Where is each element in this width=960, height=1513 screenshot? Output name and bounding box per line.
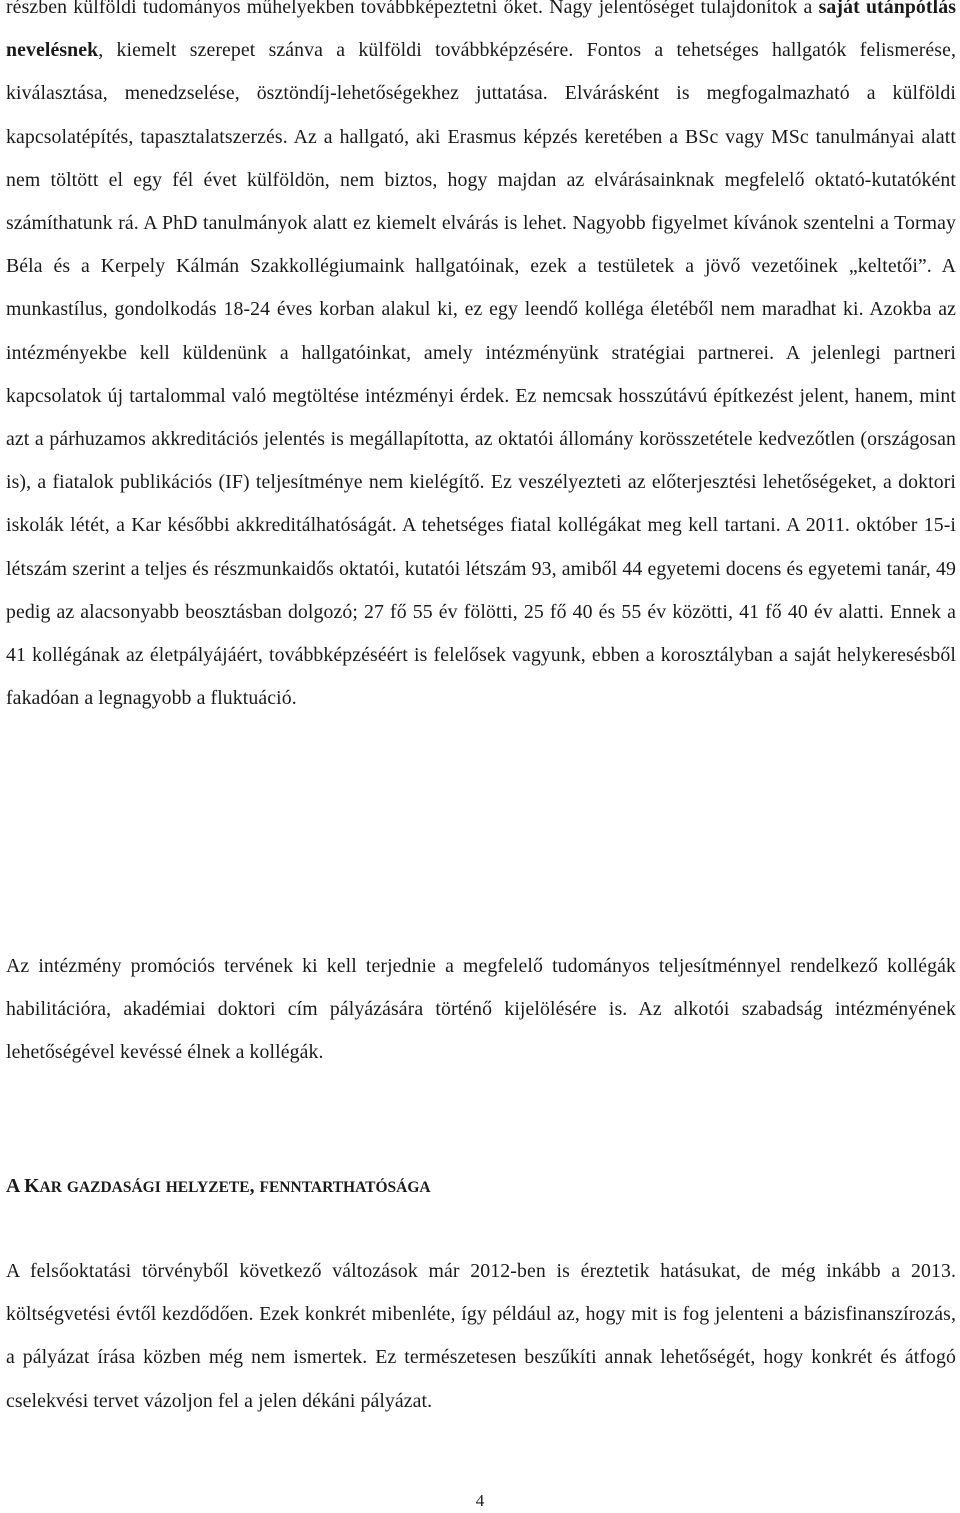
section-heading	[6, 1172, 431, 1202]
heading-smallcaps: GAZDASÁGI	[66, 1179, 161, 1196]
heading-cap: A	[6, 1175, 20, 1197]
paragraph-text: , kiemelt szerepet szánva a külföldi továbbképzésére. Fontos a tehetséges hallgatók felismerése, kiválasztása, menedzselése, ösztöndíj-lehetőségekhez juttatása. Elvárásként is megfogalmazható a külföldi kapcsolatépítés, tapasztalatszerzés. Az a hallgató, aki Erasmus képzés keretében a BSc vagy MSc tanulmányai alatt nem töltött el egy fél évet külföldön, nem biztos, hogy majdan az elvárásainknak megfelelő oktató-kutatóként számíthatunk rá. A PhD tanulmányok alatt ez kiemelt elvárás is lehet. Nagyobb figyelmet kívánok szentelni a Tormay Béla és a Kerpely Kálmán Szakkollégiumaink hallgatóinak, ezek a testületek a jövő vezetőinek „keltetői”. A munkastílus, gondolkodás 18-24 éves korban alakul ki, ez egy leendő kolléga életéből nem maradhat ki. Azokba az intézményekbe kell küldenünk a hallgatóinkat, amely intézményünk stratégiai partnerei. A jelenlegi partneri kapcsolatok új tartalommal való megtöltése intézményi érdek. Ez nemcsak hosszútávú építkezést jelent, hanem, mint azt a párhuzamos akkreditációs jelentés is megállapította, az oktatói állomány korösszetétele kedvezőtlen (országosan is), a fiatalok publikációs (IF) teljesítménye nem kielégítő. Ez veszélyezteti az előterjesztési lehetőségeket, a doktori iskolák létét, a Kar későbbi akkreditálhatóságát. A tehetséges fiatal kollégákat meg kell tartani. A 2011. október 15-i létszám szerint a teljes és részmunkaidős oktatói, kutatói létszám 93, amiből 44 egyetemi docens és egyetemi tanár, 49 pedig az alacsonyabb beosztásban dolgozó; 27 fő 55 év fölötti, 25 fő 40 és 55 év közötti, 41 fő 40 év alatti. Ennek a 41 kollégának az életpályájáért, továbbképzéséért is felelősek vagyunk, ebben a korosztályban a saját helykeresésből fakadóan a legnagyobb a fluktuáció.	[6, 39, 956, 710]
body-paragraph: Az intézmény promóciós tervének ki kell terjednie a megfelelő tudományos teljesítménnyel rendelkező kollégák habilitációra, akadémiai doktori cím pályázására történő kijelölésére is. Az alkotói szabadság intézményének lehetőségével kevéssé élnek a kollégák.	[6, 955, 956, 1064]
heading-smallcaps: AR	[39, 1179, 62, 1196]
emphasis-text: saját utánpótlás nevelésnek	[6, 0, 956, 62]
heading-cap: K	[24, 1175, 40, 1197]
page-number: 4	[475, 1491, 485, 1510]
body-paragraph: A felsőoktatási törvényből következő változások már 2012-ben is éreztetik hatásukat, de még inkább a 2013. költségvetési évtől kezdődően. Ezek konkrét mibenléte, így például az, hogy mit is fog jelenteni a bázisfinanszírozás, a pályázat írása közben még nem ismertek. Ez természetesen beszűkíti annak lehetőségét, hogy konkrét és átfogó cselekvési tervet vázoljon fel a jelen dékáni pályázat.	[6, 1260, 956, 1412]
heading-comma: ,	[249, 1175, 255, 1197]
heading-smallcaps: FENNTARTHATÓSÁGA	[259, 1179, 431, 1196]
body-paragraph	[6, 0, 956, 720]
heading-smallcaps: HELYZETE	[165, 1179, 250, 1196]
paragraph-text: részben külföldi tudományos műhelyekben továbbképeztetni őket. Nagy jelentőséget tulajdonítok a	[6, 0, 819, 18]
